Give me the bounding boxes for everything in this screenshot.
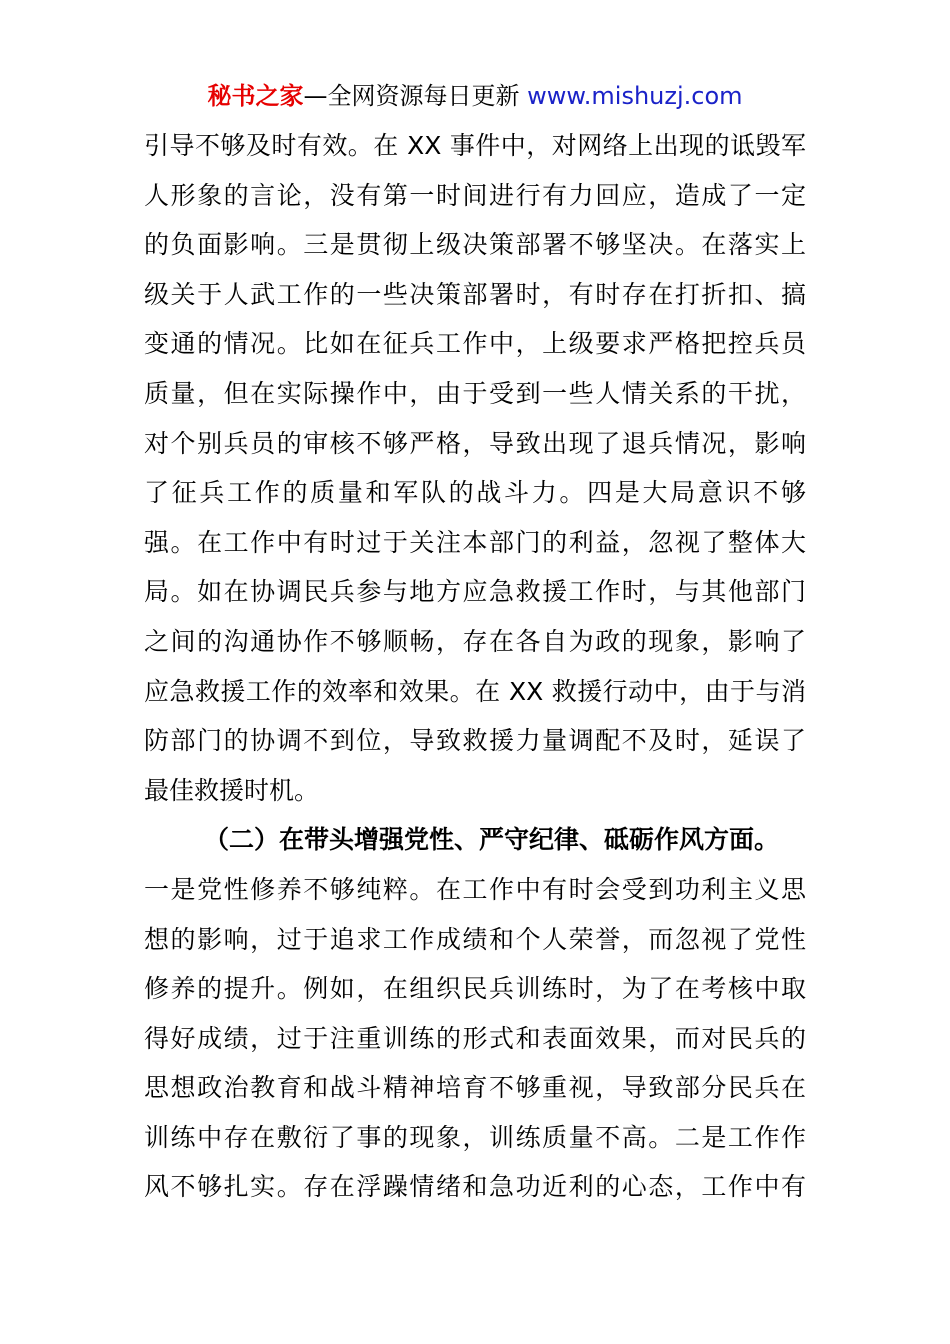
body-line: 级关于人武工作的一些决策部署时，有时存在打折扣、搞 [144, 279, 806, 309]
body-line: 应急救援工作的效率和效果。在 XX 救援行动中，由于与消 [144, 676, 806, 706]
body-line: 引导不够及时有效。在 XX 事件中，对网络上出现的诋毁军 [144, 131, 806, 160]
body-line: 之间的沟通协作不够顺畅，存在各自为政的现象，影响了 [144, 626, 806, 656]
body-line: 一是党性修养不够纯粹。在工作中有时会受到功利主义思 [144, 874, 806, 904]
body-line: 人形象的言论，没有第一时间进行有力回应，造成了一定 [144, 180, 806, 210]
site-brand: 秘书之家 [207, 82, 304, 110]
body-line: 的负面影响。三是贯彻上级决策部署不够坚决。在落实上 [144, 230, 806, 260]
body-line: 修养的提升。例如，在组织民兵训练时，为了在考核中取 [144, 974, 806, 1004]
body-line: 了征兵工作的质量和军队的战斗力。四是大局意识不够 [144, 478, 806, 508]
body-line: 思想政治教育和战斗精神培育不够重视，导致部分民兵在 [144, 1073, 806, 1103]
body-line: 对个别兵员的审核不够严格，导致出现了退兵情况，影响 [144, 428, 806, 458]
body-line: 质量，但在实际操作中，由于受到一些人情关系的干扰， [144, 378, 806, 408]
body-line: 训练中存在敷衍了事的现象，训练质量不高。二是工作作 [144, 1122, 806, 1152]
document-body [144, 121, 806, 1212]
body-line: 得好成绩，过于注重训练的形式和表面效果，而对民兵的 [144, 1023, 806, 1053]
site-header [0, 80, 950, 112]
body-line: 强。在工作中有时过于关注本部门的利益，忽视了整体大 [144, 527, 806, 557]
body-line: 变通的情况。比如在征兵工作中，上级要求严格把控兵员 [144, 329, 806, 359]
body-line: 局。如在协调民兵参与地方应急救援工作时，与其他部门 [144, 577, 806, 607]
site-tagline: —全网资源每日更新 [303, 82, 520, 110]
section-heading: （二）在带头增强党性、严守纪律、砥砺作风方面。 [204, 825, 780, 855]
body-line: 想的影响，过于追求工作成绩和个人荣誉，而忽视了党性 [144, 924, 806, 954]
body-line: 风不够扎实。存在浮躁情绪和急功近利的心态，工作中有 [144, 1172, 806, 1202]
body-line: 防部门的协调不到位，导致救援力量调配不及时，延误了 [144, 726, 806, 756]
body-line: 最佳救援时机。 [144, 775, 320, 805]
site-url-link[interactable]: www.mishuzj.com [527, 82, 743, 110]
